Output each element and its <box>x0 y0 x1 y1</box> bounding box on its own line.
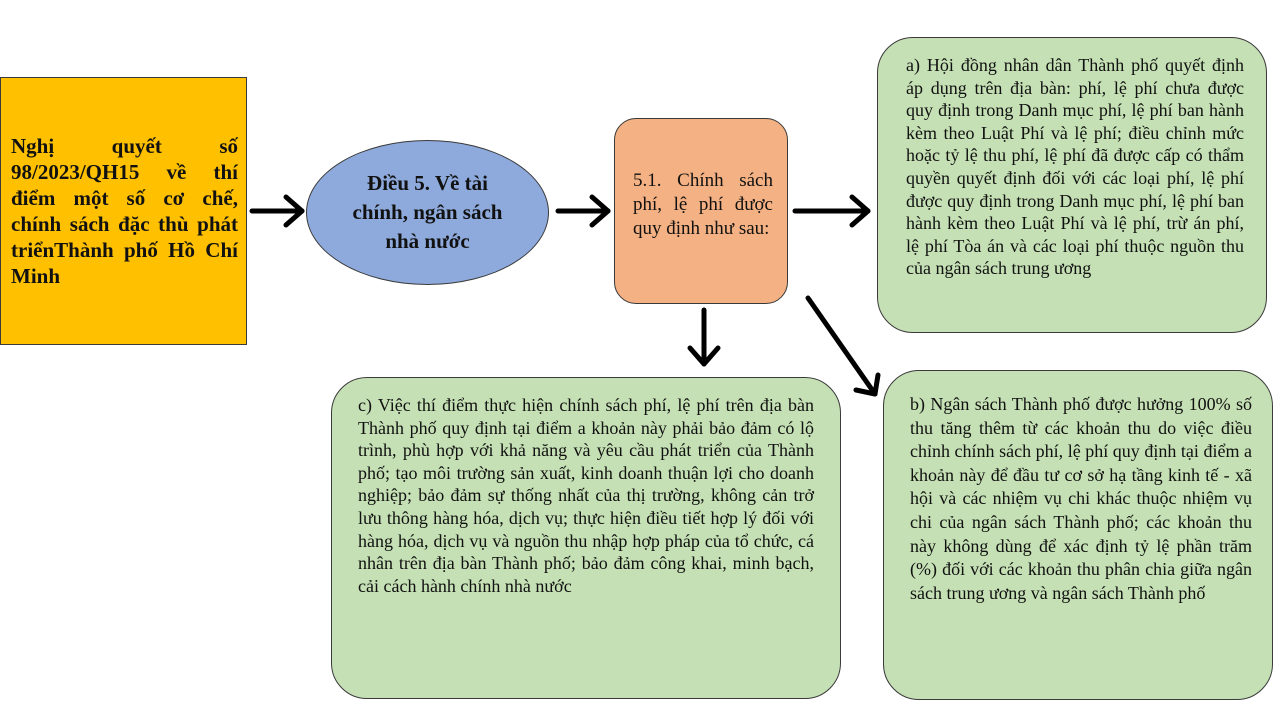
point-b-text: b) Ngân sách Thành phố được hưởng 100% số thu tăng thêm từ các khoản thu do việc điều chỉnh chính sách phí, lệ phí quy định tại điểm a khoản này để đầu tư cơ sở hạ tầng kinh tế - xã hội và các nhiệm vụ chi khác thuộc nhiệm vụ chi của ngân sách Thành phố; các khoản thu này không dùng để xác định tỷ lệ phần trăm (%) đối với các khoản thu phân chia giữa ngân sách trung ương và ngân sách Thành phố <box>910 394 1252 603</box>
arrow-resolution-to-article <box>252 197 302 225</box>
arrow-article-to-policy <box>558 197 608 225</box>
resolution-text: Nghị quyết số 98/2023/QH15 về thí điểm một số cơ chế, chính sách đặc thù phát triểnThành phố Hồ Chí Minh <box>11 134 238 288</box>
policy-text: 5.1. Chính sách phí, lệ phí được quy định như sau: <box>633 170 773 239</box>
article-text: Điều 5. Về tài chính, ngân sách nhà nước <box>352 171 503 253</box>
arrow-policy-to-point-a <box>795 197 868 225</box>
arrow-policy-to-point-c <box>690 310 718 364</box>
point-c-text: c) Việc thí điểm thực hiện chính sách phí, lệ phí trên địa bàn Thành phố quy định tại điểm a khoản này phải bảo đảm có lộ trình, phù hợp với khả năng và yêu cầu phát triển của Thành phố; tạo môi trường sản xuất, kinh doanh thuận lợi cho doanh nghiệp; bảo đảm sự thống nhất của thị trường, không cản trở lưu thông hàng hóa, dịch vụ; thực hiện điều tiết hợp lý đối với hàng hóa, dịch vụ và nguồn thu nhập hợp pháp của tổ chức, cá nhân trên địa bàn Thành phố; bảo đảm công khai, minh bạch, cải cách hành chính nhà nước <box>358 395 814 596</box>
point-a-text: a) Hội đồng nhân dân Thành phố quyết định áp dụng trên địa bàn: phí, lệ phí chưa được quy định trong Danh mục phí, lệ phí ban hành kèm theo Luật Phí và lệ phí; điều chỉnh mức hoặc tỷ lệ thu phí, lệ phí đã được cấp có thẩm quyền quyết định đối với các loại phí, lệ phí được quy định trong Danh mục phí, lệ phí ban hành kèm theo Luật Phí và lệ phí, trừ án phí, lệ phí Tòa án và các loại phí thuộc nguồn thu của ngân sách trung ương <box>906 55 1244 279</box>
arrow-policy-to-point-b <box>808 298 878 394</box>
